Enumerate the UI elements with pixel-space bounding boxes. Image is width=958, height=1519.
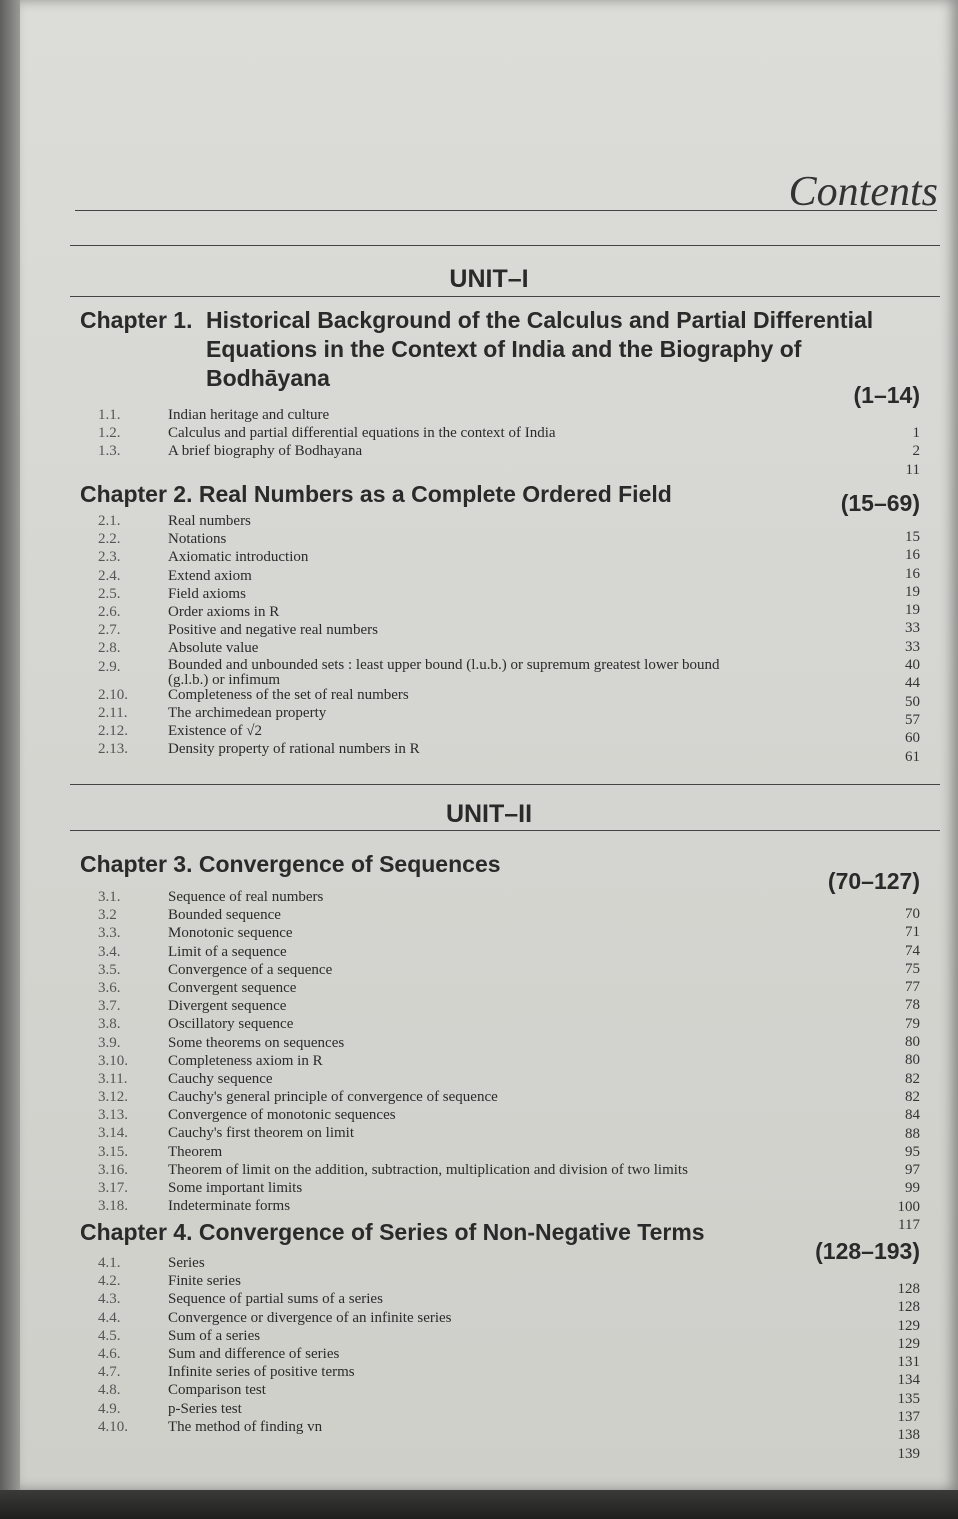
section-title: Field axioms <box>168 585 246 602</box>
toc-entry <box>98 1197 918 1215</box>
section-title: Divergent sequence <box>168 998 287 1015</box>
section-number: 3.3. <box>98 925 121 942</box>
section-title: Indeterminate forms <box>168 1198 291 1215</box>
page-number: 138 <box>897 1427 920 1444</box>
page-number: 16 <box>905 547 920 564</box>
page-number: 79 <box>905 1015 920 1032</box>
page-number: 117 <box>898 1217 920 1234</box>
toc-entry <box>98 1179 918 1197</box>
chapter-2-pages <box>860 528 920 766</box>
section-number: 2.7. <box>98 622 121 639</box>
page-number: 88 <box>905 1125 920 1142</box>
section-number: 3.13. <box>98 1107 128 1124</box>
chapter-1-heading <box>80 306 920 393</box>
toc-entry <box>98 740 918 758</box>
chapter-3-page-range: (70–127) <box>827 868 920 894</box>
section-title: Sum of a series <box>168 1327 261 1344</box>
section-title: Existence of √2 <box>168 722 263 739</box>
page-number: 40 <box>905 657 920 674</box>
toc-entry <box>98 424 918 442</box>
toc-entry <box>98 1309 918 1327</box>
chapter-label: Chapter 3. <box>80 851 193 877</box>
section-title: A brief biography of Bodhayana <box>168 443 363 460</box>
section-title: Cauchy sequence <box>168 1070 273 1087</box>
rule-under-title <box>75 210 937 211</box>
section-title: Order axioms in R <box>168 603 280 620</box>
page-number: 44 <box>905 675 920 692</box>
chapter-4-page-range: (128–193) <box>815 1238 920 1264</box>
page-number: 75 <box>905 960 920 977</box>
page-number: 77 <box>905 979 920 996</box>
page-number: 61 <box>905 748 920 765</box>
section-number: 3.14. <box>98 1125 128 1142</box>
page-number: 80 <box>905 1034 920 1051</box>
section-number: 3.7. <box>98 998 121 1015</box>
toc-entry <box>98 1161 918 1179</box>
page-number: 2 <box>912 443 920 460</box>
page-number: 16 <box>905 565 920 582</box>
chapter-1-entries <box>98 406 918 461</box>
section-number: 2.1. <box>98 513 121 529</box>
section-title: p-Series test <box>168 1400 242 1417</box>
section-title: Convergence or divergence of an infinite series <box>168 1309 452 1326</box>
page-number: 134 <box>897 1372 920 1389</box>
page-number: 100 <box>897 1198 920 1215</box>
section-title: Series <box>168 1255 205 1271</box>
section-number: 4.3. <box>98 1291 121 1308</box>
rule-unit1-top <box>70 245 940 246</box>
toc-entry <box>98 512 918 530</box>
page-number: 57 <box>905 711 920 728</box>
toc-entry <box>98 1015 918 1033</box>
section-title: Convergence of monotonic sequences <box>168 1107 396 1124</box>
chapter-label: Chapter 1. <box>80 307 193 333</box>
section-number: 4.5. <box>98 1327 121 1344</box>
page-number: 135 <box>897 1390 920 1407</box>
chapter-4-entries <box>98 1254 918 1436</box>
toc-entry <box>98 603 918 621</box>
section-number: 4.6. <box>98 1345 121 1362</box>
section-title: Sequence of real numbers <box>168 889 324 905</box>
section-title: Cauchy's general principle of convergence of sequence <box>168 1089 498 1106</box>
toc-entry <box>98 906 918 924</box>
chapter-3-entries <box>98 888 918 1215</box>
book-spine-shadow <box>0 0 20 1519</box>
section-number: 3.4. <box>98 943 121 960</box>
section-number: 3.10. <box>98 1052 128 1069</box>
chapter-2-page-range: (15–69) <box>840 490 920 516</box>
toc-entry <box>98 1124 918 1142</box>
section-title: Calculus and partial differential equations in the context of India <box>168 425 556 442</box>
section-number: 4.9. <box>98 1400 121 1417</box>
section-title: Axiomatic introduction <box>168 549 309 566</box>
section-number: 2.6. <box>98 603 121 620</box>
section-number: 4.8. <box>98 1382 121 1399</box>
chapter-title: Convergence of Series of Non-Negative Terms <box>198 1219 705 1245</box>
toc-entry <box>98 530 918 548</box>
toc-entry <box>98 1034 918 1052</box>
page-number: 84 <box>905 1107 920 1124</box>
toc-entry <box>98 1290 918 1308</box>
toc-entry <box>98 621 918 639</box>
chapter-3-heading <box>80 850 920 879</box>
section-number: 4.2. <box>98 1273 121 1290</box>
page-number: 99 <box>905 1180 920 1197</box>
page-number: 82 <box>905 1070 920 1087</box>
toc-entry <box>98 1418 918 1436</box>
chapter-2-entries <box>98 512 918 758</box>
toc-entry <box>98 567 918 585</box>
page-number: 1 <box>912 425 920 441</box>
chapter-title: Real Numbers as a Complete Ordered Field <box>198 481 672 507</box>
section-number: 3.9. <box>98 1034 121 1051</box>
section-number: 2.5. <box>98 585 121 602</box>
section-number: 1.3. <box>98 443 121 460</box>
unit-heading-2: UNIT–II <box>445 800 533 828</box>
chapter-title: Historical Background of the Calculus and Partial Differential Equations in the Context of India and the Biography of Bodhāyana <box>206 307 874 391</box>
chapter-label: Chapter 2. <box>80 481 193 507</box>
page-number: 82 <box>905 1088 920 1105</box>
page-number: 74 <box>905 942 920 959</box>
chapter-1-pages <box>860 424 920 479</box>
toc-entry <box>98 1106 918 1124</box>
section-number: 2.12. <box>98 722 128 739</box>
section-number: 3.2 <box>98 907 117 924</box>
page-number: 78 <box>905 997 920 1014</box>
section-number: 4.1. <box>98 1255 121 1271</box>
page-number: 80 <box>905 1052 920 1069</box>
section-title: Some important limits <box>168 1180 303 1196</box>
chapter-label: Chapter 4. <box>80 1219 193 1245</box>
section-title: Cauchy's first theorem on limit <box>168 1125 355 1142</box>
section-number: 4.4. <box>98 1309 121 1326</box>
section-title: Limit of a sequence <box>168 943 287 960</box>
section-title: Extend axiom <box>168 567 252 584</box>
toc-entry <box>98 1143 918 1161</box>
section-title: Monotonic sequence <box>168 925 293 942</box>
toc-entry <box>98 1272 918 1290</box>
rule-unit2-bottom <box>70 830 940 831</box>
section-number: 3.18. <box>98 1198 128 1215</box>
page-number: 131 <box>897 1354 920 1371</box>
page-number: 70 <box>905 906 920 922</box>
toc-entry <box>98 548 918 566</box>
toc-entry <box>98 639 918 657</box>
chapter-3-pages <box>860 905 920 1234</box>
page-number: 97 <box>905 1162 920 1179</box>
section-number: 2.9. <box>98 658 121 675</box>
page-number: 129 <box>897 1317 920 1334</box>
section-number: 3.15. <box>98 1143 128 1160</box>
section-title: Theorem <box>168 1143 223 1160</box>
rule-unit1-bottom <box>70 296 940 297</box>
section-title: Some theorems on sequences <box>168 1034 345 1051</box>
toc-entry <box>98 1400 918 1418</box>
section-number: 1.2. <box>98 425 121 442</box>
section-title: Sum and difference of series <box>168 1345 340 1362</box>
section-title: The archimedean property <box>168 704 327 721</box>
toc-entry <box>98 406 918 424</box>
page-number: 15 <box>905 529 920 545</box>
toc-entry <box>98 686 918 704</box>
section-number: 4.10. <box>98 1418 128 1435</box>
chapter-1-page-range: (1–14) <box>853 382 920 408</box>
section-title: Completeness axiom in R <box>168 1052 323 1069</box>
section-title: Theorem of limit on the addition, subtraction, multiplication and division of two limits <box>168 1161 688 1178</box>
toc-entry <box>98 658 918 686</box>
toc-entry <box>98 1363 918 1381</box>
toc-entry <box>98 924 918 942</box>
section-title: Real numbers <box>168 513 251 529</box>
toc-entry <box>98 722 918 740</box>
section-number: 3.11. <box>98 1070 128 1087</box>
section-title: The method of finding vn <box>168 1418 323 1435</box>
section-title: Notations <box>168 531 227 548</box>
section-title: Convergent sequence <box>168 979 297 996</box>
toc-entry <box>98 1052 918 1070</box>
unit-heading-1: UNIT–I <box>449 265 529 293</box>
page-number: 71 <box>905 924 920 941</box>
toc-entry <box>98 997 918 1015</box>
toc-entry <box>98 943 918 961</box>
section-number: 3.8. <box>98 1016 121 1033</box>
toc-entry <box>98 704 918 722</box>
chapter-4-heading <box>80 1218 920 1247</box>
section-title: Comparison test <box>168 1382 266 1399</box>
section-number: 2.3. <box>98 549 121 566</box>
section-number: 3.17. <box>98 1180 128 1196</box>
section-title: Sequence of partial sums of a series <box>168 1291 383 1308</box>
chapter-2-heading <box>80 480 920 509</box>
section-title: Indian heritage and culture <box>168 407 330 423</box>
page-number: 33 <box>905 620 920 637</box>
toc-entry <box>98 442 918 460</box>
section-number: 3.12. <box>98 1089 128 1106</box>
page-number: 11 <box>905 461 920 478</box>
page-number: 129 <box>897 1335 920 1352</box>
page-number: 95 <box>905 1143 920 1160</box>
section-title: Density property of rational numbers in R <box>168 741 420 758</box>
section-title: Infinite series of positive terms <box>168 1364 355 1381</box>
chapter-4-pages <box>860 1280 920 1463</box>
toc-entry <box>98 888 918 906</box>
section-number: 3.6. <box>98 979 121 996</box>
section-number: 3.16. <box>98 1161 128 1178</box>
section-number: 2.2. <box>98 531 121 548</box>
page-number: 137 <box>897 1409 920 1426</box>
toc-entry <box>98 1088 918 1106</box>
section-number: 4.7. <box>98 1364 121 1381</box>
section-number: 1.1. <box>98 407 121 423</box>
section-number: 2.13. <box>98 741 128 758</box>
section-title: Oscillatory sequence <box>168 1016 294 1033</box>
page-number: 50 <box>905 693 920 710</box>
section-number: 2.8. <box>98 640 121 657</box>
section-title: Completeness of the set of real numbers <box>168 686 409 703</box>
section-number: 2.10. <box>98 686 128 703</box>
toc-entry <box>98 979 918 997</box>
section-title: Finite series <box>168 1273 241 1290</box>
section-number: 3.1. <box>98 889 121 905</box>
page-title: Contents <box>788 169 938 215</box>
toc-entry <box>98 1327 918 1345</box>
toc-entry <box>98 961 918 979</box>
toc-entry <box>98 1254 918 1272</box>
section-number: 3.5. <box>98 961 121 978</box>
page-number: 60 <box>905 730 920 747</box>
section-number: 2.4. <box>98 567 121 584</box>
rule-unit2-top <box>70 784 940 785</box>
page-bottom-edge <box>0 1490 958 1519</box>
contents-page <box>20 0 958 1490</box>
page-number: 128 <box>897 1299 920 1316</box>
chapter-title: Convergence of Sequences <box>198 851 501 877</box>
page-number: 139 <box>897 1445 920 1462</box>
section-title: Bounded and unbounded sets : least upper bound (l.u.b.) or supremum greatest lower bound (g.l.b.) or infimum <box>168 656 720 688</box>
toc-entry <box>98 1381 918 1399</box>
section-title: Convergence of a sequence <box>168 961 333 978</box>
page-number: 19 <box>905 602 920 619</box>
section-title: Positive and negative real numbers <box>168 622 378 639</box>
page-number: 33 <box>905 638 920 655</box>
page-number: 19 <box>905 583 920 600</box>
section-title: Absolute value <box>168 640 259 657</box>
toc-entry <box>98 585 918 603</box>
toc-entry <box>98 1345 918 1363</box>
section-number: 2.11. <box>98 704 128 721</box>
page-number: 128 <box>897 1281 920 1297</box>
section-title: Bounded sequence <box>168 907 281 924</box>
toc-entry <box>98 1070 918 1088</box>
